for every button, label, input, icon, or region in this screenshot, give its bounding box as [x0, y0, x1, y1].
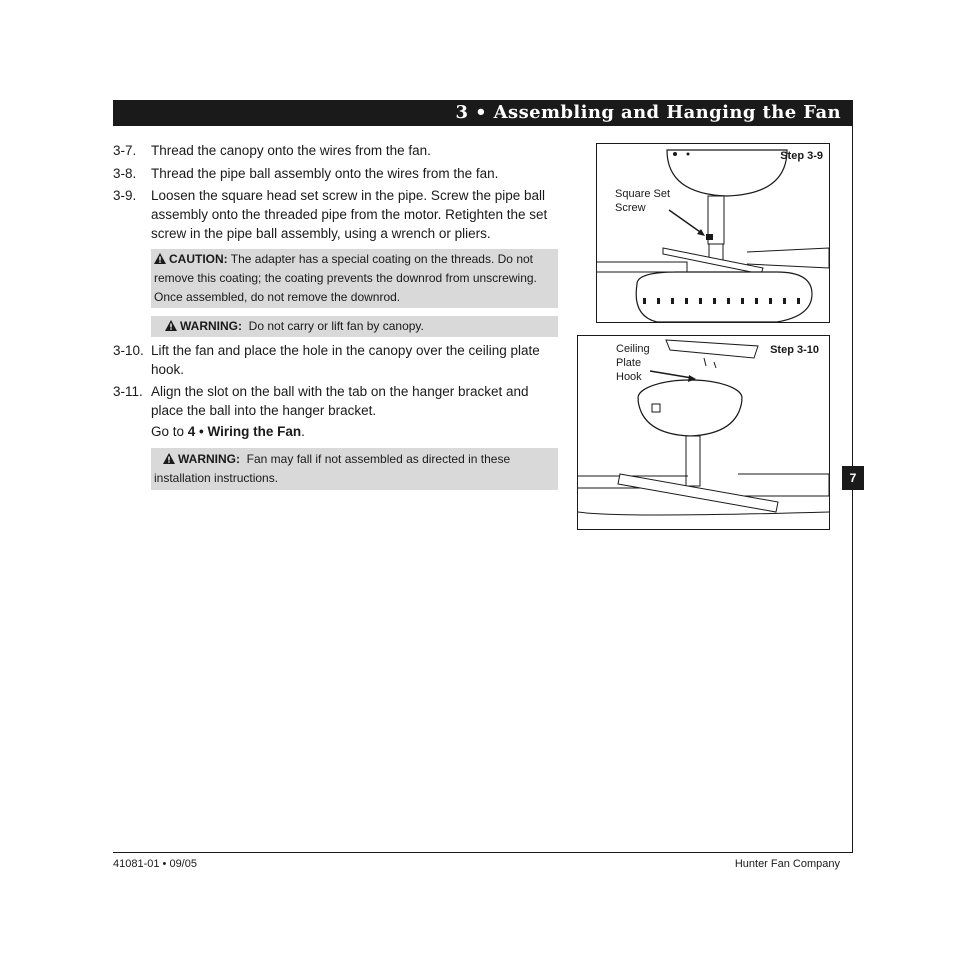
warning-text: Fan may fall if not assembled as directed in these installation instructions. — [154, 452, 511, 485]
fan-illustration-step-3-9 — [597, 144, 829, 322]
step-3-7 — [113, 141, 558, 160]
step-text: Align the slot on the ball with the tab on the hanger bracket and place the ball into the hanger bracket. — [151, 384, 529, 418]
caution-label: CAUTION: — [169, 252, 228, 266]
warning-triangle-icon — [154, 253, 166, 264]
warning-notice-canopy — [151, 316, 558, 337]
section-header-bar — [113, 100, 853, 126]
step-text: Thread the pipe ball assembly onto the wires from the fan. — [151, 166, 499, 181]
figure-label: Step 3-9 — [780, 150, 823, 162]
ceiling-plate-hook-callout: Ceiling Plate Hook — [616, 343, 650, 383]
figure-step-3-10 — [577, 335, 830, 530]
step-3-10 — [113, 341, 558, 379]
footer-document-id: 41081-01 • 09/05 — [113, 858, 197, 870]
step-text: Loosen the square head set screw in the pipe. Screw the pipe ball assembly onto the threaded pipe from the motor. Retighten the set screw in the pipe ball assembly, using a wrench or pliers. — [151, 188, 548, 241]
warning-notice-assembly — [151, 448, 558, 490]
goto-section-link[interactable]: 4 • Wiring the Fan — [187, 424, 302, 439]
warning-label: WARNING: — [180, 319, 242, 333]
step-text: Thread the canopy onto the wires from the fan. — [151, 143, 431, 158]
page-number-tab: 7 — [842, 466, 864, 490]
goto-prefix: Go to — [151, 424, 185, 439]
warning-label: WARNING: — [178, 452, 240, 466]
step-3-11 — [113, 382, 558, 420]
step-text: Lift the fan and place the hole in the canopy over the ceiling plate hook. — [151, 343, 540, 377]
caution-text: The adapter has a special coating on the threads. Do not remove this coating; the coating prevents the downrod from unscrewing. Once assembled, do not remove the downrod. — [154, 252, 537, 304]
goto-suffix: . — [301, 424, 305, 439]
goto-line — [151, 424, 305, 439]
step-number: 3-8. — [113, 166, 137, 181]
figure-step-3-9 — [596, 143, 830, 323]
bottom-page-rule — [113, 852, 853, 853]
figure-label: Step 3-10 — [770, 344, 819, 356]
step-3-9 — [113, 186, 558, 244]
step-number: 3-10. — [113, 343, 144, 358]
square-set-screw-callout: Square Set Screw — [615, 188, 671, 214]
footer-company: Hunter Fan Company — [734, 858, 840, 870]
warning-text: Do not carry or lift fan by canopy. — [248, 319, 424, 333]
step-number: 3-11. — [113, 384, 143, 399]
step-3-8 — [113, 164, 558, 183]
caution-notice — [151, 249, 558, 308]
section-title: 3 • Assembling and Hanging the Fan — [455, 102, 841, 123]
step-number: 3-9. — [113, 188, 137, 203]
step-number: 3-7. — [113, 143, 137, 158]
warning-triangle-icon — [163, 453, 175, 464]
warning-triangle-icon — [165, 320, 177, 331]
